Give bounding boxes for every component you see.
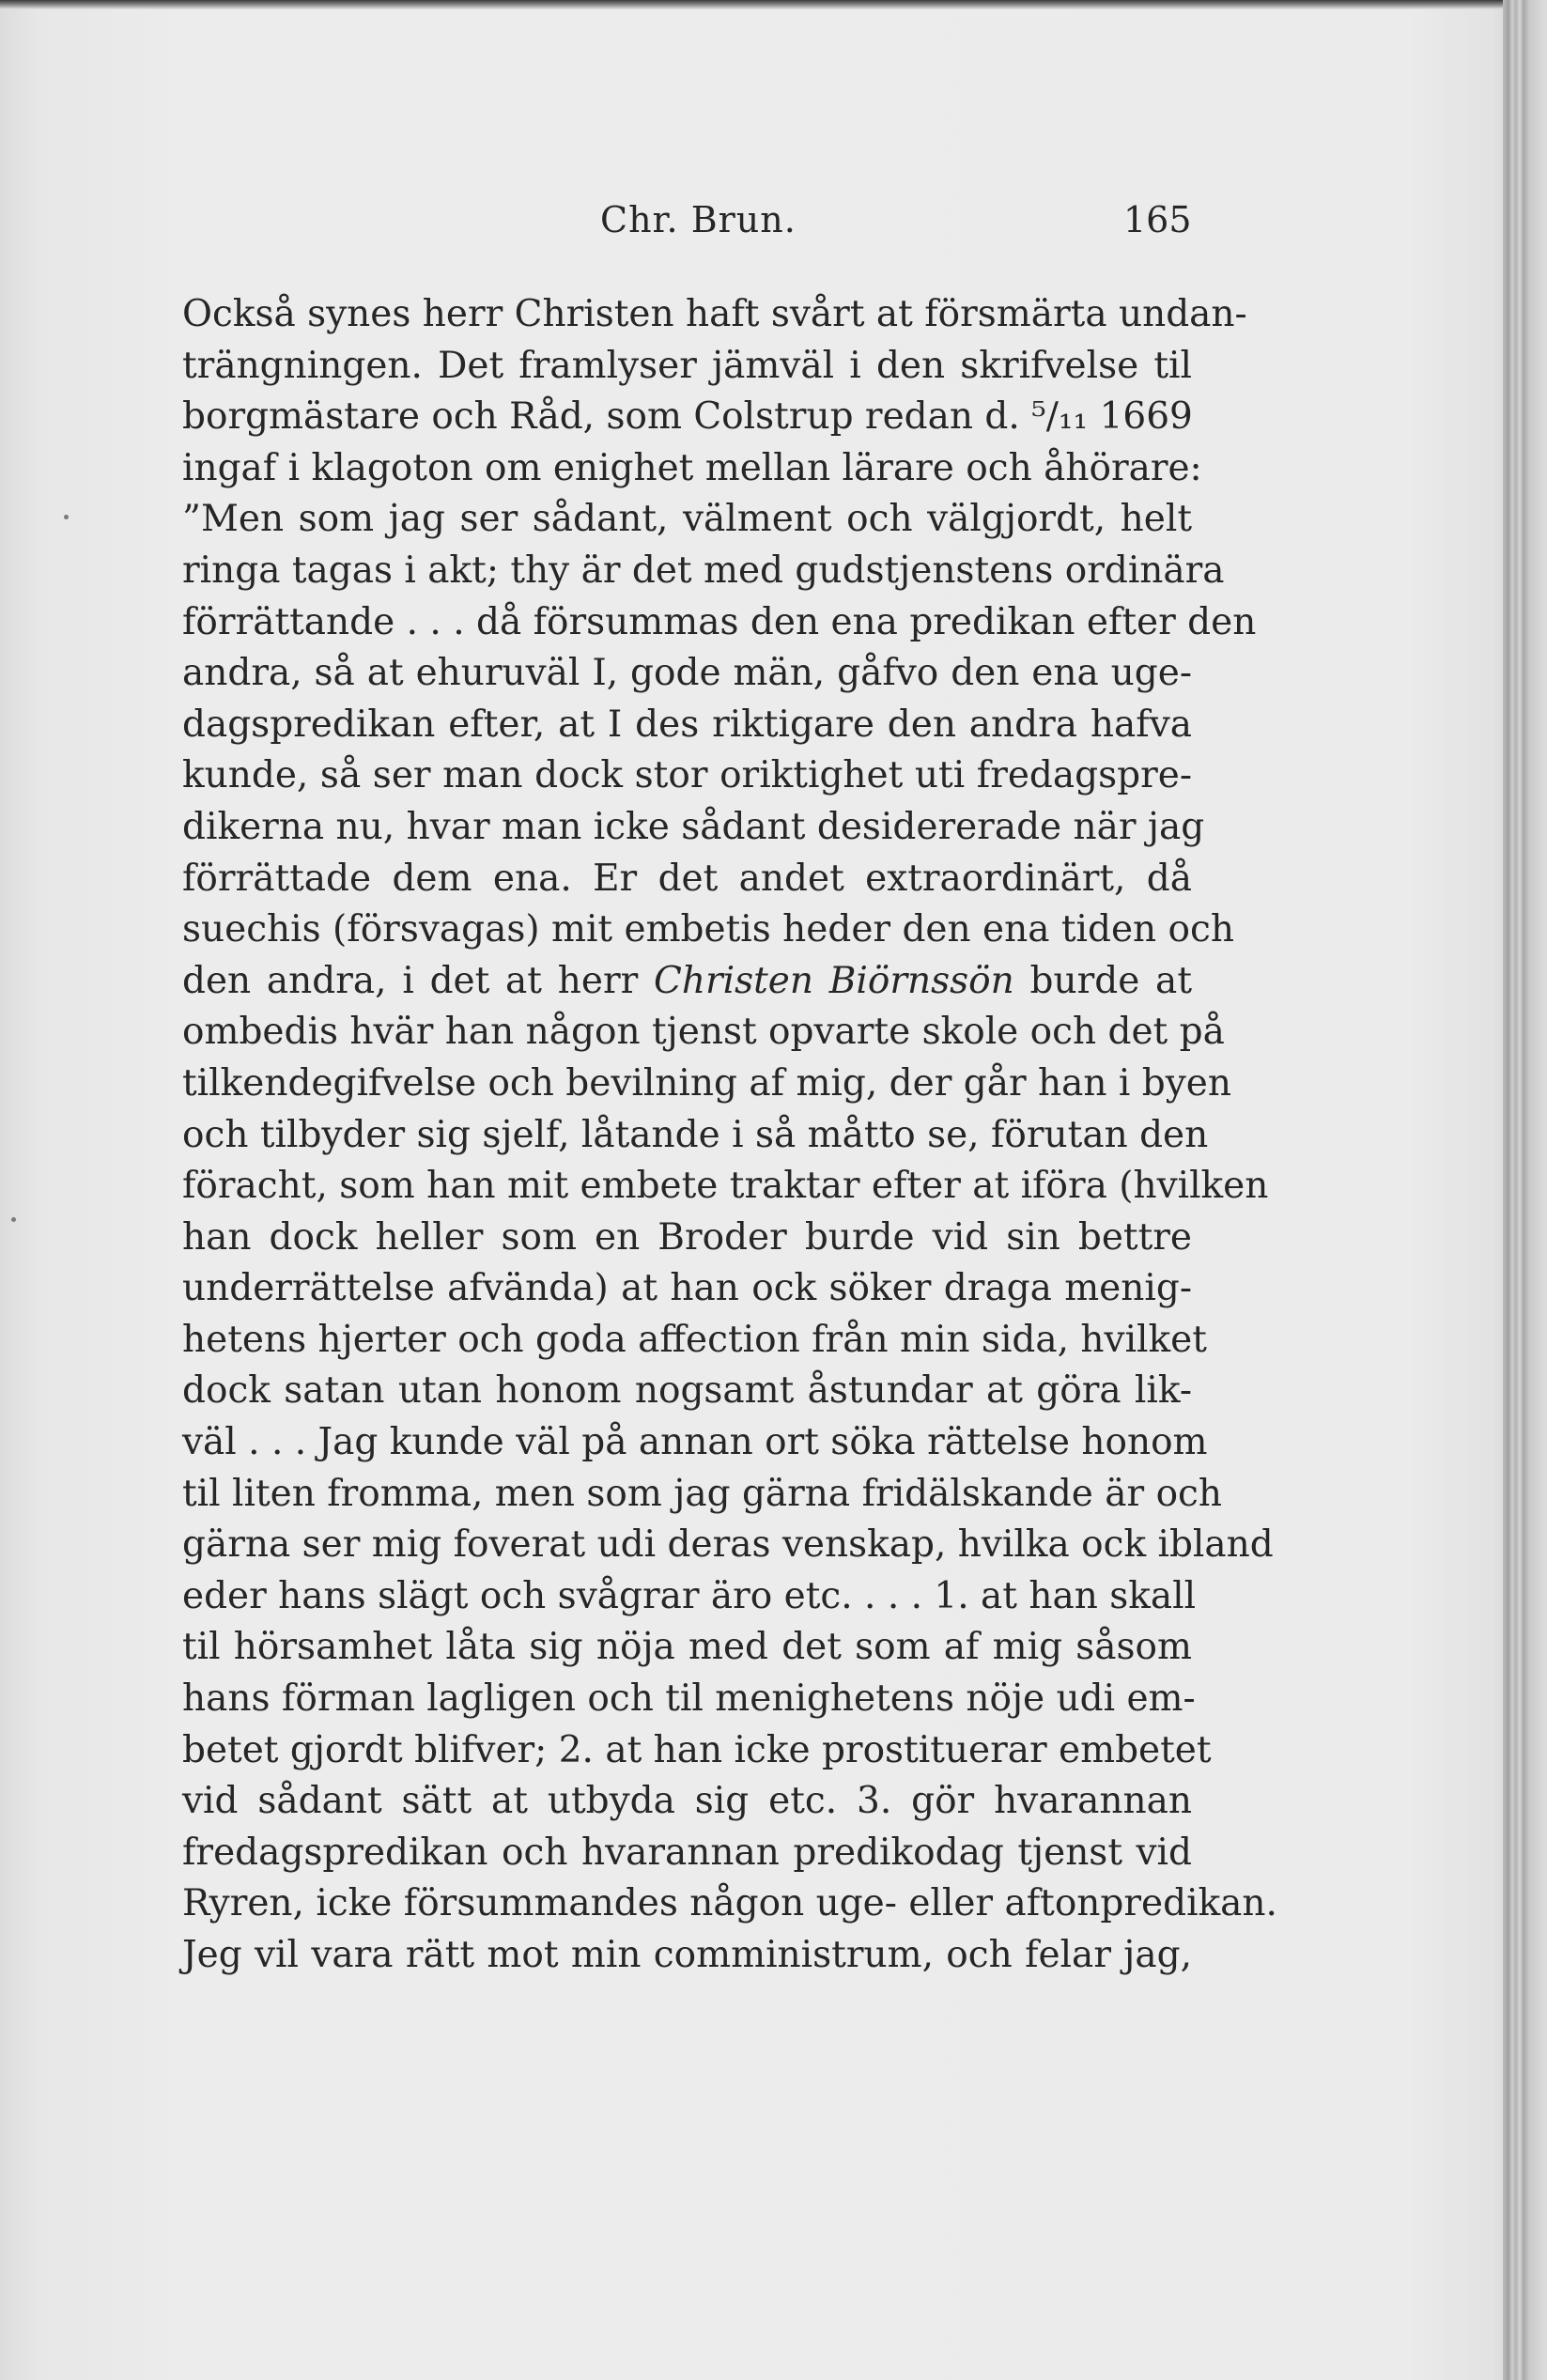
text-line: förrättade dem ena. Er det andet extraordinärt, då <box>182 857 1192 900</box>
text-line: trängningen. Det framlyser jämväl i den skrifvelse til <box>182 344 1192 387</box>
scan-speck <box>64 515 69 519</box>
text-line: fredagspredikan och hvarannan predikodag tjenst vid <box>182 1831 1192 1874</box>
text-line: ingaf i klagoton om enighet mellan lärare och åhörare: <box>182 446 1202 489</box>
scan-speck <box>11 1217 16 1222</box>
text-line: eder hans slägt och svågrar äro etc. . . . 1. at han skall <box>182 1574 1197 1617</box>
text-line: ombedis hvär han någon tjenst opvarte skole och det på <box>182 1011 1225 1054</box>
text-line: gärna ser mig foverat udi deras venskap, hvilka ock ibland <box>182 1523 1274 1567</box>
text-line: Också synes herr Christen haft svårt at försmärta undan- <box>182 293 1247 335</box>
text-line: underrättelse afvända) at han ock söker draga menig- <box>182 1267 1192 1310</box>
text-line: betet gjordt blifver; 2. at han icke prostituerar embetet <box>182 1728 1212 1771</box>
text-line: tilkendegifvelse och bevilning af mig, der går han i byen <box>182 1061 1231 1105</box>
text-line: Jeg vil vara rätt mot min comministrum, och felar jag, <box>182 1934 1192 1976</box>
page-top-edge <box>0 0 1547 9</box>
text-line: kunde, så ser man dock stor oriktighet uti fredagspre- <box>182 754 1192 797</box>
text-line: ringa tagas i akt; thy är det med gudstjenstens ordinära <box>182 549 1225 592</box>
text-line: borgmästare och Råd, som Colstrup redan d. ⁵/₁₁ 1669 <box>182 395 1193 439</box>
page-header <box>0 199 1547 255</box>
body-text <box>182 289 1277 1982</box>
text-line-with-italic-name: den andra, i det at herr Christen Biörnssön burde at <box>182 959 1192 1002</box>
text-line: förrättande . . . då försummas den ena predikan efter den <box>182 600 1257 643</box>
text-line: hans förman lagligen och til menighetens nöje udi em- <box>182 1677 1196 1721</box>
text-line: vid sådant sätt at utbyda sig etc. 3. gör hvarannan <box>182 1780 1192 1823</box>
text-line: han dock heller som en Broder burde vid sin bettre <box>182 1215 1192 1259</box>
text-line: til liten fromma, men som jag gärna fridälskande är och <box>182 1472 1223 1515</box>
text-line: föracht, som han mit embete traktar efter at iföra (hvilken <box>182 1165 1269 1208</box>
book-spine-edge <box>1503 0 1547 2380</box>
text-line: Ryren, icke försummandes någon uge- eller aftonpredikan. <box>182 1882 1277 1925</box>
text-line: hetens hjerter och goda affection från min sida, hvilket <box>182 1318 1207 1361</box>
text-line: ”Men som jag ser sådant, välment och välgjordt, helt <box>182 498 1192 541</box>
text-line: väl . . . Jag kunde väl på annan ort söka rättelse honom <box>182 1421 1208 1464</box>
text-line: dagspredikan efter, at I des riktigare den andra hafva <box>182 703 1192 746</box>
text-line: dikerna nu, hvar man icke sådant desidererade när jag <box>182 805 1205 848</box>
text-line: til hörsamhet låta sig nöja med det som af mig såsom <box>182 1626 1192 1669</box>
page-number: 165 <box>1123 199 1192 240</box>
text-line: dock satan utan honom nogsamt åstundar at göra lik- <box>182 1369 1192 1413</box>
text-line: och tilbyder sig sjelf, låtande i så måtto se, förutan den <box>182 1113 1209 1156</box>
running-head: Chr. Brun. <box>600 199 797 240</box>
italic-name: Christen Biörnssön <box>654 959 1014 1002</box>
text-line: suechis (försvagas) mit embetis heder den ena tiden och <box>182 908 1234 951</box>
text-line: andra, så at ehuruväl I, gode män, gåfvo den ena uge- <box>182 652 1192 695</box>
